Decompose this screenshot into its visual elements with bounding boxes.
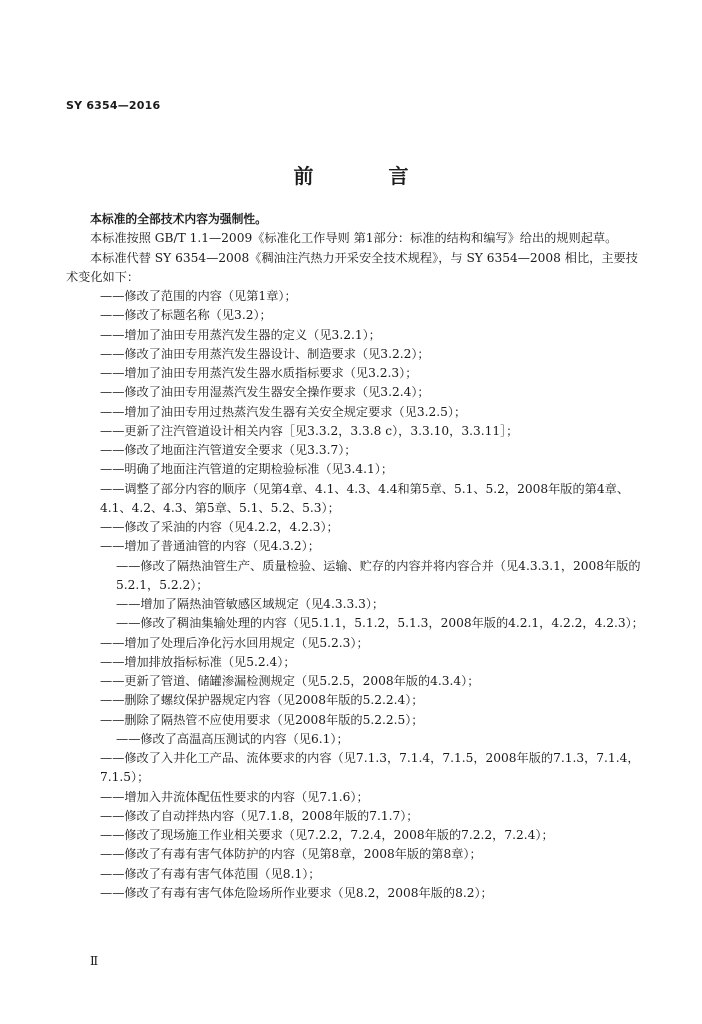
list-item: ——明确了地面注汽管道的定期检验标准（见3.4.1）； [100, 462, 394, 477]
list-item: ——增加了普通油管的内容（见4.3.2）； [100, 539, 320, 554]
paragraph-drafting-rules: 本标准按照 GB/T 1.1—2009《标准化工作导则 第1部分：标准的结构和编写》给出的规则起草。 [90, 231, 618, 246]
list-item: ——修改了油田专用湿蒸汽发生器安全操作要求（见3.2.4）； [100, 385, 430, 400]
list-item: ——删除了隔热管不应使用要求（见2008年版的5.2.2.5）； [100, 712, 424, 727]
list-item: ——修改了有毒有害气体范围（见8.1）； [100, 866, 321, 881]
list-item: ——更新了管道、储罐渗漏检测规定（见5.2.5，2008年版的4.3.4）； [100, 674, 480, 688]
list-item: ——更新了注汽管道设计相关内容［见3.3.2，3.3.8 c），3.3.10，3.3.11］； [100, 423, 519, 438]
list-item: ——调整了部分内容的顺序（见第4章、4.1、4.3、4.4和第5章、5.1、5.2，2008年版的第4章、4.1、4.2、4.3、第5章、5.1、5.2、5.3）； [100, 481, 630, 515]
list-item: ——删除了螺纹保护器规定内容（见2008年版的5.2.2.4）； [100, 693, 424, 708]
list-item: ——修改了自动拌热内容（见7.1.8，2008年版的7.1.7）； [100, 808, 419, 823]
list-item: ——修改了有毒有害气体防护的内容（见第8章，2008年版的第8章）； [100, 847, 482, 862]
list-item: ——增加入井流体配伍性要求的内容（见7.1.6）； [100, 789, 369, 804]
list-item: ——修改了标题名称（见3.2）； [100, 308, 272, 323]
standard-code-header: SY 6354—2016 [66, 99, 161, 112]
page-number: Ⅱ [90, 954, 99, 968]
list-item: ——增加了处理后净化污水回用规定（见5.2.3）； [100, 635, 369, 650]
paragraph-replacement: 本标准代替 SY 6354—2008《稠油注汽热力开采安全技术规程》，与 SY 6354—2008 相比，主要技术变化如下： [66, 250, 638, 284]
list-item: ——修改了稠油集输处理的内容（见5.1.1，5.1.2，5.1.3，2008年版的4.2.1，4.2.2，4.2.3）； [116, 616, 644, 631]
list-item: ——修改了现场施工作业相关要求（见7.2.2，7.2.4，2008年版的7.2.2，7.2.4）； [100, 828, 554, 842]
list-item: ——修改了采油的内容（见4.2.2，4.2.3）； [100, 520, 339, 534]
document-body [66, 210, 646, 903]
list-item: ——增加排放指标标准（见5.2.4）； [100, 654, 296, 669]
paragraph-mandatory: 本标准的全部技术内容为强制性。 [90, 212, 267, 226]
list-item: ——增加了隔热油管敏感区域规定（见4.3.3.3）； [116, 597, 385, 611]
list-item: ——修改了入井化工产品、流体要求的内容（见7.1.3，7.1.4，7.1.5，2008年版的7.1.3，7.1.4，7.1.5）； [100, 751, 640, 785]
list-item: ——增加了油田专用过热蒸汽发生器有关安全规定要求（见3.2.5）； [100, 404, 467, 419]
list-item: ——修改了地面注汽管道安全要求（见3.3.7）； [100, 443, 357, 457]
changes-list [66, 287, 646, 903]
list-item: ——修改了高温高压测试的内容（见6.1）； [116, 731, 349, 746]
list-item: ——修改了有毒有害气体危险场所作业要求（见8.2，2008年版的8.2）； [100, 885, 493, 900]
list-item: ——修改了隔热油管生产、质量检验、运输、贮存的内容并将内容合并（见4.3.3.1，2008年版的5.2.1，5.2.2）； [116, 558, 641, 592]
list-item: ——增加了油田专用蒸汽发生器水质指标要求（见3.2.3）； [100, 366, 418, 380]
list-item: ——修改了范围的内容（见第1章）； [100, 289, 297, 303]
list-item: ——增加了油田专用蒸汽发生器的定义（见3.2.1）； [100, 327, 381, 342]
list-item: ——修改了油田专用蒸汽发生器设计、制造要求（见3.2.2）； [100, 346, 430, 361]
page-title: 前 言 [293, 164, 443, 188]
